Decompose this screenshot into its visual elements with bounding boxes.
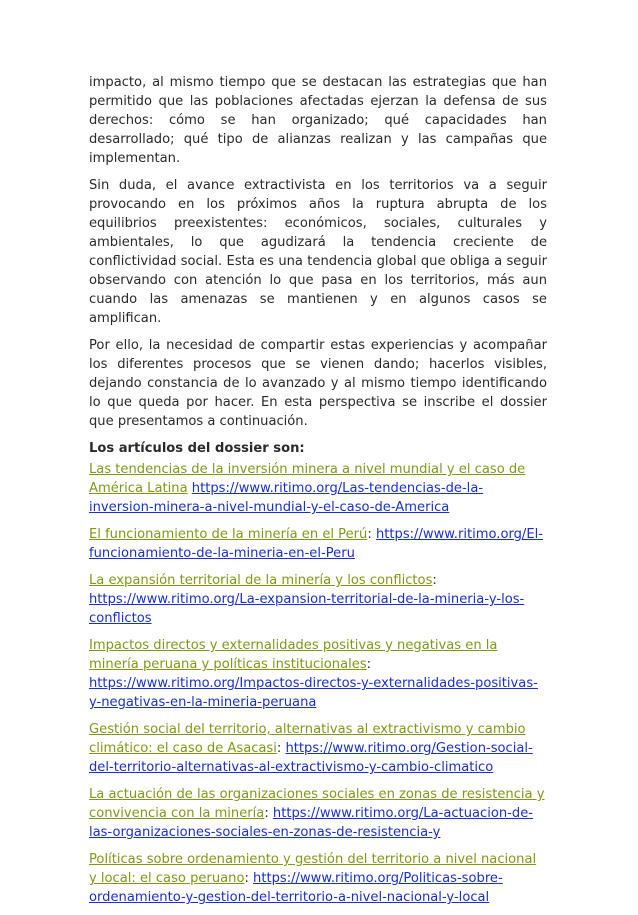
article-item [89, 850, 547, 907]
separator: : [432, 573, 437, 588]
article-title-link[interactable]: El funcionamiento de la minería en el Perú [89, 527, 368, 542]
article-url-link[interactable]: https://www.ritimo.org/Gestion-social-del-territorio-alternativas-al-extractivismo-y-cambio-climatico [89, 741, 533, 775]
article-item [89, 636, 547, 712]
paragraph-sin-duda: Sin duda, el avance extractivista en los territorios va a seguir provocando en los próximos años la ruptura abrupta de los equilibrios preexistentes: económicos, sociales, culturales y ambientales, lo que agudizará la tendencia creciente de conflictividad social. Esta es una tendencia global que obliga a seguir observando con atención lo que pasa en los territorios, más aun cuando las amenazas se mantienen y en algunos casos se amplifican. [89, 178, 547, 326]
separator: : [244, 871, 254, 886]
article-title-link[interactable]: La expansión territorial de la minería y los conflictos [89, 573, 433, 588]
article-item [89, 785, 547, 842]
article-title-link[interactable]: La actuación de las organizaciones sociales en zonas de resistencia y convivencia con la minería [89, 787, 545, 821]
paragraph-por-ello: Por ello, la necesidad de compartir estas experiencias y acompañar los diferentes procesos que se vienen dando; hacerlos visibles, dejando constancia de lo avanzado y al mismo tiempo identificando lo que queda por hacer. En esta perspectiva se inscribe el dossier que presentamos a continuación. [89, 338, 547, 429]
article-item [89, 525, 547, 563]
article-item [89, 460, 547, 517]
article-title-link[interactable]: Las tendencias de la inversión minera a nivel mundial y el caso de América Latina [89, 462, 526, 496]
article-url-link[interactable]: https://www.ritimo.org/Impactos-directos-y-externalidades-positivas-y-negativas-en-la-mineria-peruana [89, 676, 538, 710]
article-url-link[interactable]: https://www.ritimo.org/Politicas-sobre-ordenamiento-y-gestion-del-territorio-a-nivel-nacional-y-local [89, 871, 503, 905]
article-item [89, 571, 547, 628]
articles-heading: Los artículos del dossier son: [89, 441, 305, 456]
separator: : [367, 527, 376, 542]
article-url-link[interactable]: https://www.ritimo.org/Las-tendencias-de-la-inversion-minera-a-nivel-mundial-y-el-caso-de-America [89, 481, 484, 515]
article-url-link[interactable]: https://www.ritimo.org/La-expansion-territorial-de-la-mineria-y-los-conflictos [89, 592, 525, 626]
separator: : [366, 657, 372, 672]
separator: : [264, 806, 273, 821]
article-item [89, 720, 547, 777]
paragraph-impacto: impacto, al mismo tiempo que se destacan las estrategias que han permitido que las poblaciones afectadas ejerzan la defensa de sus derechos: cómo se han organizado; qué capacidades han desarrollado; qué tipo de alianzas realizan y las campañas que implementan. [89, 75, 547, 166]
article-title-link[interactable]: Gestión social del territorio, alternativas al extractivismo y cambio climático: el caso de Asacasi [89, 722, 526, 756]
article-title-link[interactable]: Impactos directos y externalidades positivas y negativas en la minería peruana y políticas institucionales [89, 638, 498, 672]
article-url-link[interactable]: https://www.ritimo.org/La-actuacion-de-las-organizaciones-sociales-en-zonas-de-resistencia-y [89, 806, 533, 840]
article-url-link[interactable]: https://www.ritimo.org/El-funcionamiento-de-la-mineria-en-el-Peru [89, 527, 543, 561]
separator: : [276, 741, 286, 756]
document-page [89, 73, 547, 915]
article-title-link[interactable]: Políticas sobre ordenamiento y gestión del territorio a nivel nacional y local: el caso peruano [89, 852, 537, 886]
